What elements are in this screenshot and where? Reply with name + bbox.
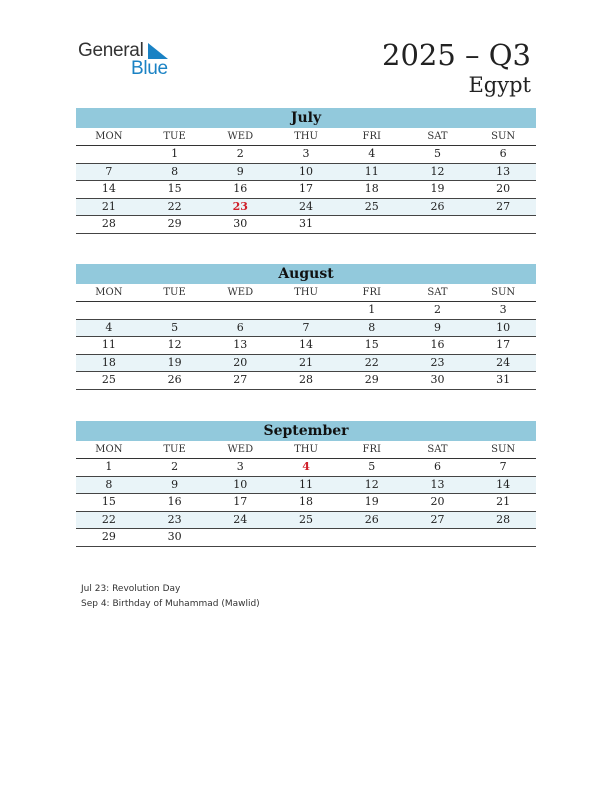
day-cell: 19 bbox=[167, 355, 182, 369]
weekday-header: FRI bbox=[362, 287, 381, 298]
day-cell: 30 bbox=[233, 217, 248, 230]
weekday-header: TUE bbox=[163, 131, 186, 142]
weekday-header: TUE bbox=[163, 287, 186, 298]
weekday-header: MON bbox=[95, 444, 123, 455]
month-calendar bbox=[76, 421, 536, 547]
week-row bbox=[76, 512, 536, 530]
day-cell bbox=[273, 529, 339, 546]
weekday-header: FRI bbox=[362, 131, 381, 142]
day-cell: 11 bbox=[299, 477, 314, 491]
day-cell: 5 bbox=[368, 460, 376, 473]
day-cell: 27 bbox=[496, 199, 511, 213]
day-cell: 2 bbox=[171, 460, 179, 473]
day-cell: 6 bbox=[236, 320, 244, 334]
day-cell bbox=[470, 529, 536, 546]
week-row bbox=[76, 459, 536, 477]
weekday-header: THU bbox=[294, 444, 318, 455]
month-name: September bbox=[76, 421, 536, 441]
weekday-header: SAT bbox=[427, 287, 448, 298]
week-row bbox=[76, 494, 536, 512]
day-cell: 1 bbox=[105, 460, 113, 473]
day-cell: 23 bbox=[430, 355, 445, 369]
week-row bbox=[76, 337, 536, 355]
day-cell: 5 bbox=[171, 320, 179, 334]
day-cell bbox=[405, 529, 471, 546]
day-cell: 3 bbox=[499, 303, 507, 316]
day-cell: 12 bbox=[364, 477, 379, 491]
day-cell: 29 bbox=[167, 217, 182, 230]
day-cell: 26 bbox=[167, 373, 182, 386]
day-cell: 6 bbox=[499, 147, 507, 160]
day-cell bbox=[76, 146, 142, 163]
day-cell: 8 bbox=[368, 320, 376, 334]
day-cell: 19 bbox=[364, 495, 379, 508]
day-cell: 18 bbox=[364, 182, 379, 195]
day-cell: 6 bbox=[433, 460, 441, 473]
page-title: 2025 – Q3 bbox=[382, 38, 531, 72]
weekday-header: SAT bbox=[427, 444, 448, 455]
week-row bbox=[76, 302, 536, 320]
day-cell: 15 bbox=[364, 338, 379, 351]
weekday-header: SUN bbox=[491, 131, 516, 142]
day-cell bbox=[207, 529, 273, 546]
day-cell: 17 bbox=[299, 182, 314, 195]
day-cell: 18 bbox=[299, 495, 314, 508]
logo-blue-text: Blue bbox=[131, 58, 168, 79]
day-cell: 9 bbox=[171, 477, 179, 491]
day-cell bbox=[339, 529, 405, 546]
weekday-header-row bbox=[76, 284, 536, 302]
day-cell: 9 bbox=[433, 320, 441, 334]
day-cell: 4 bbox=[105, 320, 113, 334]
weekday-header: THU bbox=[294, 131, 318, 142]
day-cell: 30 bbox=[430, 373, 445, 386]
month-name: July bbox=[76, 108, 536, 128]
day-cell: 2 bbox=[236, 147, 244, 160]
day-cell: 4 bbox=[368, 147, 376, 160]
holiday-notes bbox=[81, 582, 260, 611]
weekday-header: MON bbox=[95, 131, 123, 142]
day-cell bbox=[339, 216, 405, 233]
day-cell: 15 bbox=[101, 495, 116, 508]
day-cell bbox=[405, 216, 471, 233]
weekday-header: THU bbox=[294, 287, 318, 298]
weekday-header: WED bbox=[227, 131, 254, 142]
weekday-header: WED bbox=[227, 444, 254, 455]
day-cell bbox=[470, 216, 536, 233]
day-cell: 18 bbox=[101, 355, 116, 369]
weekday-header: MON bbox=[95, 287, 123, 298]
day-cell: 23 bbox=[167, 512, 182, 526]
day-cell: 4 bbox=[302, 460, 310, 473]
day-cell: 22 bbox=[101, 512, 116, 526]
day-cell: 13 bbox=[233, 338, 248, 351]
day-cell: 17 bbox=[496, 338, 511, 351]
day-cell: 20 bbox=[496, 182, 511, 195]
day-cell: 9 bbox=[236, 164, 244, 178]
day-cell: 27 bbox=[233, 373, 248, 386]
day-cell: 21 bbox=[101, 199, 116, 213]
week-row bbox=[76, 529, 536, 547]
day-cell bbox=[207, 302, 273, 319]
day-cell: 31 bbox=[299, 217, 314, 230]
day-cell: 3 bbox=[302, 147, 310, 160]
day-cell: 26 bbox=[430, 199, 445, 213]
day-cell: 7 bbox=[105, 164, 113, 178]
day-cell: 22 bbox=[364, 355, 379, 369]
day-cell: 28 bbox=[101, 217, 116, 230]
day-cell: 20 bbox=[430, 495, 445, 508]
logo-triangle-icon bbox=[146, 43, 168, 59]
week-row bbox=[76, 372, 536, 390]
week-row bbox=[76, 477, 536, 495]
month-calendar bbox=[76, 108, 536, 234]
weekday-header: TUE bbox=[163, 444, 186, 455]
day-cell: 28 bbox=[299, 373, 314, 386]
day-cell: 11 bbox=[364, 164, 379, 178]
day-cell: 16 bbox=[430, 338, 445, 351]
generalblue-logo bbox=[78, 40, 188, 80]
weekday-header: FRI bbox=[362, 444, 381, 455]
day-cell: 10 bbox=[299, 164, 314, 178]
day-cell: 24 bbox=[233, 512, 248, 526]
day-cell: 25 bbox=[101, 373, 116, 386]
day-cell: 10 bbox=[233, 477, 248, 491]
weekday-header-row bbox=[76, 441, 536, 459]
day-cell: 1 bbox=[171, 147, 179, 160]
day-cell: 15 bbox=[167, 182, 182, 195]
day-cell: 1 bbox=[368, 303, 376, 316]
month-name: August bbox=[76, 264, 536, 284]
day-cell bbox=[273, 302, 339, 319]
country-name: Egypt bbox=[468, 73, 531, 97]
holiday-note: Sep 4: Birthday of Muhammad (Mawlid) bbox=[81, 598, 260, 609]
day-cell: 20 bbox=[233, 355, 248, 369]
weekday-header: SAT bbox=[427, 131, 448, 142]
day-cell: 13 bbox=[496, 164, 511, 178]
day-cell: 31 bbox=[496, 373, 511, 386]
weekday-header-row bbox=[76, 128, 536, 146]
week-row bbox=[76, 164, 536, 182]
day-cell: 5 bbox=[433, 147, 441, 160]
day-cell: 12 bbox=[430, 164, 445, 178]
day-cell: 29 bbox=[364, 373, 379, 386]
week-row bbox=[76, 355, 536, 373]
logo-general-text: General bbox=[78, 40, 144, 61]
day-cell: 29 bbox=[101, 530, 116, 543]
day-cell: 14 bbox=[101, 182, 116, 195]
day-cell: 10 bbox=[496, 320, 511, 334]
day-cell: 30 bbox=[167, 530, 182, 543]
day-cell: 21 bbox=[299, 355, 314, 369]
day-cell: 8 bbox=[105, 477, 113, 491]
week-row bbox=[76, 199, 536, 217]
week-row bbox=[76, 146, 536, 164]
day-cell: 23 bbox=[232, 199, 248, 213]
day-cell: 12 bbox=[167, 338, 182, 351]
day-cell: 16 bbox=[233, 182, 248, 195]
weekday-header: WED bbox=[227, 287, 254, 298]
day-cell: 13 bbox=[430, 477, 445, 491]
day-cell bbox=[142, 302, 208, 319]
week-row bbox=[76, 216, 536, 234]
day-cell: 21 bbox=[496, 495, 511, 508]
day-cell: 11 bbox=[101, 338, 116, 351]
day-cell: 14 bbox=[496, 477, 511, 491]
day-cell: 25 bbox=[299, 512, 314, 526]
day-cell: 16 bbox=[167, 495, 182, 508]
day-cell bbox=[76, 302, 142, 319]
day-cell: 7 bbox=[302, 320, 310, 334]
day-cell: 24 bbox=[496, 355, 511, 369]
day-cell: 14 bbox=[299, 338, 314, 351]
day-cell: 19 bbox=[430, 182, 445, 195]
weekday-header: SUN bbox=[491, 287, 516, 298]
holiday-note: Jul 23: Revolution Day bbox=[81, 584, 181, 594]
day-cell: 27 bbox=[430, 512, 445, 526]
day-cell: 17 bbox=[233, 495, 248, 508]
week-row bbox=[76, 181, 536, 199]
day-cell: 26 bbox=[364, 512, 379, 526]
week-row bbox=[76, 320, 536, 338]
day-cell: 8 bbox=[171, 164, 179, 178]
day-cell: 25 bbox=[364, 199, 379, 213]
day-cell: 3 bbox=[236, 460, 244, 473]
day-cell: 24 bbox=[299, 199, 314, 213]
day-cell: 2 bbox=[433, 303, 441, 316]
day-cell: 7 bbox=[499, 460, 507, 473]
day-cell: 28 bbox=[496, 512, 511, 526]
weekday-header: SUN bbox=[491, 444, 516, 455]
day-cell: 22 bbox=[167, 199, 182, 213]
month-calendar bbox=[76, 264, 536, 390]
